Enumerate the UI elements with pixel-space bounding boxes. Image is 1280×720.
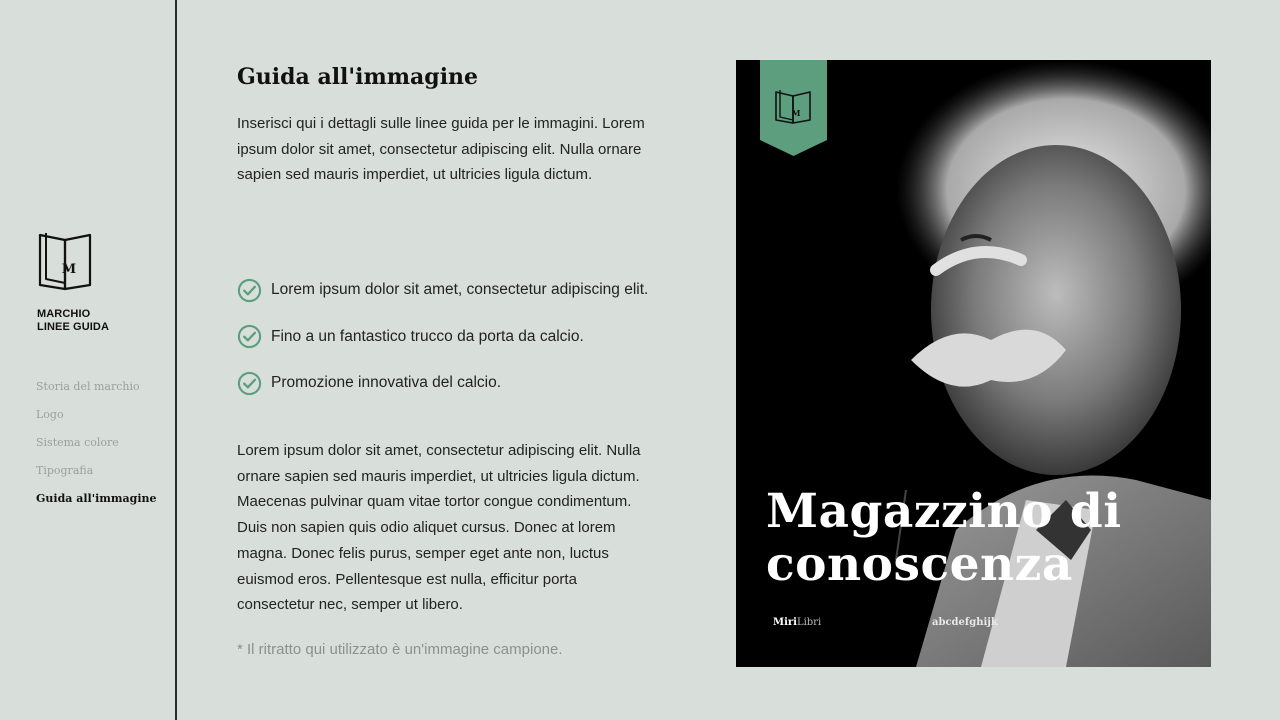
cover-code: abcdefghijk [932, 617, 998, 628]
ribbon-letter: M [791, 108, 801, 118]
page-title: Guida all'immagine [237, 64, 479, 90]
brand-line-1: MARCHIO [37, 308, 91, 320]
sidebar-item-logo[interactable]: Logo [36, 408, 64, 421]
check-item [237, 324, 648, 350]
cover-title-line-2: conoscenza [766, 537, 1073, 592]
logo-letter: M [61, 262, 77, 277]
check-item-label: Lorem ipsum dolor sit amet, consectetur adipiscing elit. [271, 281, 649, 298]
check-item-label: Fino a un fantastico trucco da porta da calcio. [271, 327, 584, 345]
sidebar-item-guida-immagine[interactable]: Guida all'immagine [36, 492, 157, 505]
body-text: Lorem ipsum dolor sit amet, consectetur adipiscing elit. Nulla ornare sapien sed mauris imperdiet, ut ultricies ligula dictum. Maecenas pulvinar quam vitae tortor congue condimentum. Duis non sapien quis odio aliquet cursus. Donec at lorem magna. Donec felis purus, semper eget ante non, luctus euismod eros. Pellentesque est nulla, efficitur porta consectetur nec, semper ut libero. [237, 442, 641, 614]
magazine-cover-image [736, 60, 1211, 667]
check-circle-icon [237, 371, 262, 396]
check-item-label: Promozione innovativa del calcio. [271, 374, 502, 391]
brand-name [37, 308, 109, 334]
cover-brand [773, 617, 821, 628]
open-book-logo-icon [36, 231, 94, 293]
sidebar-item-storia[interactable]: Storia del marchio [36, 380, 140, 393]
cover-brand-light: Libri [796, 617, 822, 628]
sidebar [0, 0, 177, 720]
intro-text: Inserisci qui i dettagli sulle linee guida per le immagini. Lorem ipsum dolor sit amet, consectetur adipiscing elit. Nulla ornare sapien sed mauris imperdiet, ut ultricies ligula dictum. [237, 115, 645, 183]
cover-brand-bold: Miri [773, 617, 797, 628]
sidebar-item-sistema-colore[interactable]: Sistema colore [36, 436, 119, 449]
footnote: * Il ritratto qui utilizzato è un'immagine campione. [237, 641, 563, 658]
cover-title [766, 485, 1206, 591]
check-item [237, 277, 648, 303]
cover-title-line-1: Magazzino di [766, 484, 1122, 539]
sidebar-item-tipografia[interactable]: Tipografia [36, 464, 94, 477]
check-list [237, 277, 648, 417]
check-item [237, 370, 648, 396]
check-circle-icon [237, 278, 262, 303]
check-circle-icon [237, 324, 262, 349]
brand-line-2: LINEE GUIDA [37, 321, 109, 333]
sidebar-nav [36, 380, 157, 520]
bookmark-ribbon [760, 60, 827, 156]
